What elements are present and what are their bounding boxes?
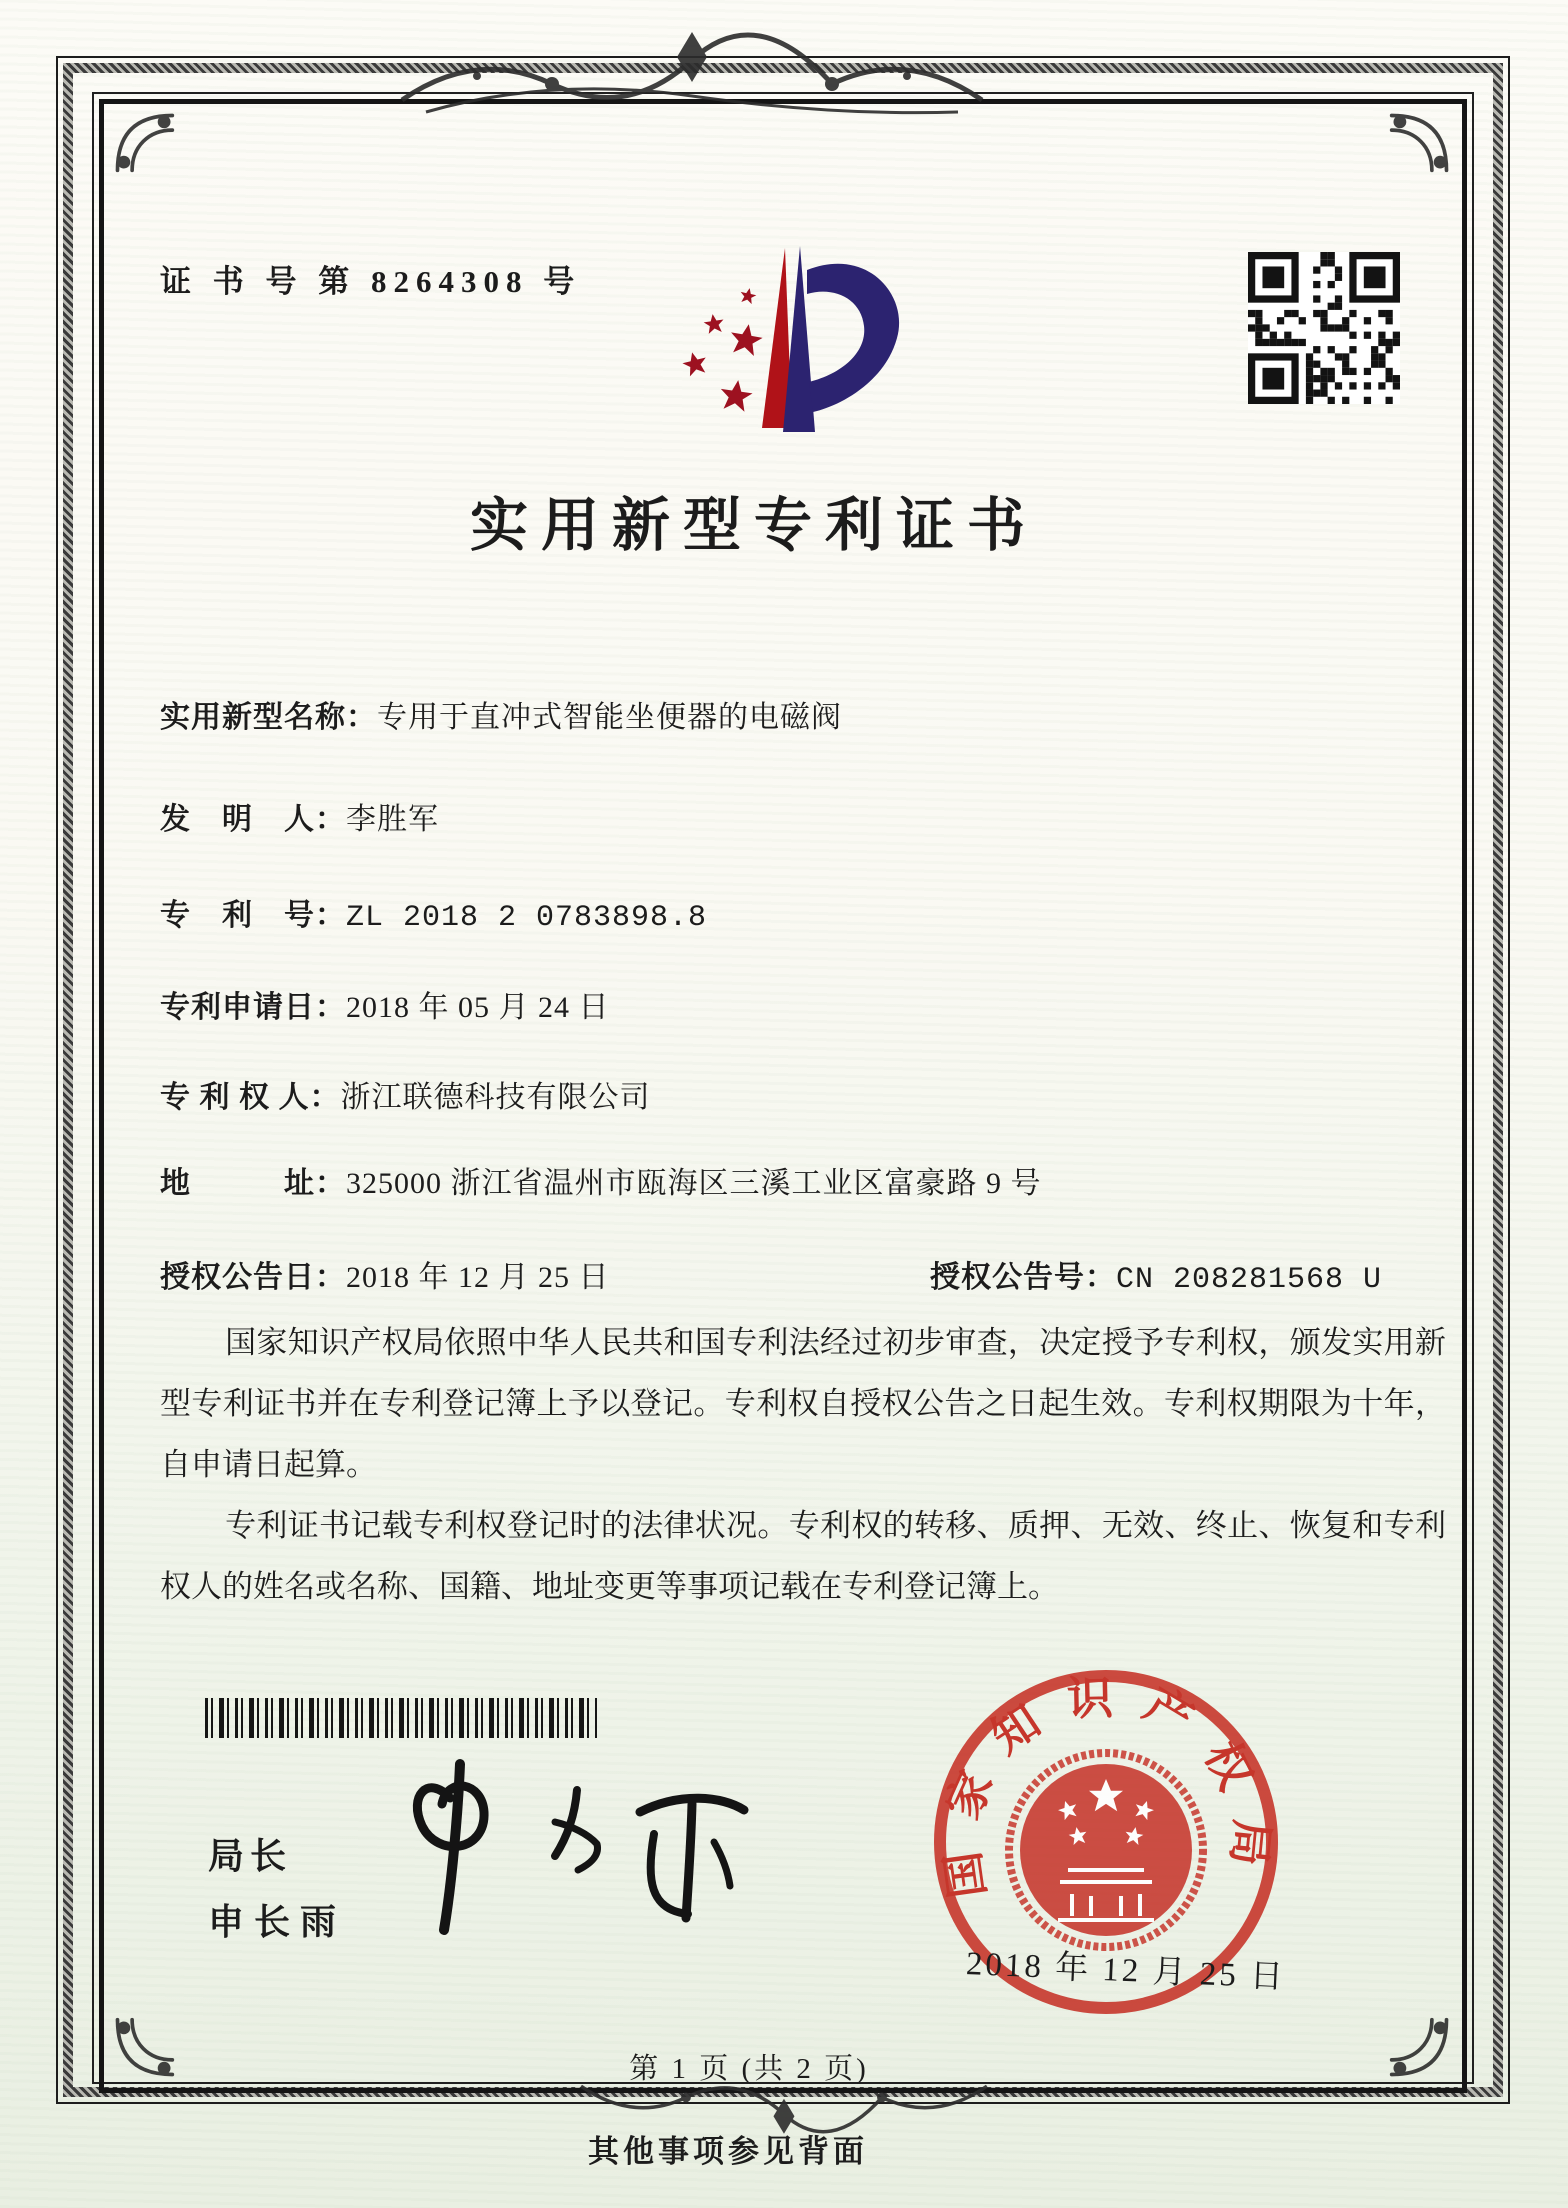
back-note: 其他事项参见背面 — [588, 2134, 868, 2169]
field-row-patentee — [160, 1072, 1458, 1116]
field-value: 浙江联德科技有限公司 — [340, 1081, 651, 1114]
field-row-patent-number — [160, 890, 1458, 935]
field-value: CN 208281568 U — [1116, 1263, 1383, 1297]
field-value: 李胜军 — [346, 803, 439, 836]
field-label: 专 利 权 人： — [160, 1081, 341, 1114]
field-label: 地 址： — [160, 1167, 346, 1200]
legal-paragraph: 专利证书记载专利权登记时的法律状况。专利权的转移、质押、无效、终止、恢复和专利权人的姓名或名称、国籍、地址变更等事项记载在专利登记簿上。 — [160, 1508, 1446, 1604]
qr-code — [1248, 252, 1400, 404]
director-title: 局长 — [208, 1836, 293, 1876]
certificate-number: 证 书 号 第 8264308 号 — [160, 264, 582, 299]
field-row-name — [160, 692, 1458, 736]
field-value: 2018 年 05 月 24 日 — [346, 991, 610, 1024]
legal-text-block — [160, 1312, 1446, 1617]
national-emblem-icon — [1009, 1753, 1203, 1947]
seal-date: 2018 年 12 月 25 日 — [965, 1946, 1287, 1996]
field-label: 专利申请日： — [160, 991, 346, 1024]
certificate-title: 实用新型专利证书 — [469, 493, 1038, 558]
grant-number-pair — [930, 1252, 1382, 1297]
field-label: 授权公告日： — [160, 1261, 346, 1294]
field-row-inventor — [160, 794, 1458, 838]
field-value: 2018 年 12 月 25 日 — [346, 1261, 610, 1294]
field-row-address — [160, 1158, 1458, 1202]
page-indicator: 第 1 页 (共 2 页) — [629, 2053, 869, 2085]
seal-arc-text: 国家知识产权局 — [933, 1672, 1278, 1902]
director-name: 申长雨 — [208, 1902, 347, 1942]
patent-office-logo-icon — [666, 232, 910, 440]
field-label: 实用新型名称： — [160, 701, 377, 734]
field-value: ZL 2018 2 0783898.8 — [346, 901, 708, 935]
top-border-ornament-icon — [392, 26, 992, 138]
legal-paragraph: 国家知识产权局依照中华人民共和国专利法经过初步审查，决定授予专利权，颁发实用新型专利证书并在专利登记簿上予以登记。专利权自授权公告之日起生效。专利权期限为十年，自申请日起算。 — [160, 1325, 1446, 1482]
handwritten-signature-icon — [392, 1752, 772, 1972]
corner-flourish-icon — [1388, 110, 1452, 174]
field-row-grant — [160, 1252, 1458, 1296]
field-value: 325000 浙江省温州市瓯海区三溪工业区富豪路 9 号 — [346, 1167, 1042, 1200]
barcode — [205, 1698, 597, 1738]
field-label: 发 明 人： — [160, 803, 346, 836]
corner-flourish-icon — [112, 110, 176, 174]
field-row-filing-date — [160, 982, 1458, 1026]
field-label: 授权公告号： — [930, 1261, 1116, 1294]
field-label: 专 利 号： — [160, 899, 346, 932]
field-value: 专用于直冲式智能坐便器的电磁阀 — [377, 701, 842, 734]
